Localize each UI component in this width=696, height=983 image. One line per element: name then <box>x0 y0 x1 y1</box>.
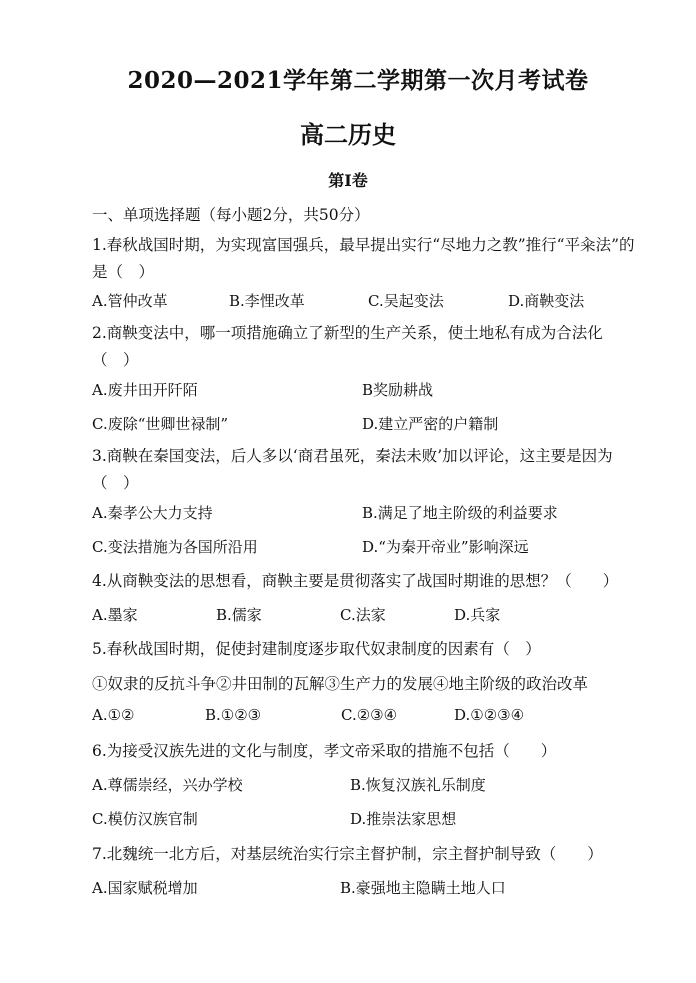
option: B.李悝改革 <box>229 292 305 310</box>
option: D.建立严密的户籍制 <box>362 415 499 433</box>
option: D.“为秦开帝业”影响深远 <box>362 538 529 556</box>
question-stem: 4.从商鞅变法的思想看，商鞅主要是贯彻落实了战国时期谁的思想？（ ） <box>92 572 619 590</box>
option: B.满足了地主阶级的利益要求 <box>362 504 558 522</box>
option: B奖励耕战 <box>362 381 434 399</box>
option: B.恢复汉族礼乐制度 <box>350 776 486 794</box>
option: C.吴起变法 <box>368 292 444 310</box>
option: A.废井田开阡陌 <box>92 381 198 399</box>
option: D.推崇法家思想 <box>350 810 457 828</box>
question-stem: 6.为接受汉族先进的文化与制度，孝文帝采取的措施不包括（ ） <box>92 742 557 760</box>
option: A.①② <box>92 706 135 724</box>
option: A.尊儒崇经，兴办学校 <box>92 776 243 794</box>
option: A.国家赋税增加 <box>92 879 198 897</box>
question-extra: ①奴隶的反抗斗争②井田制的瓦解③生产力的发展④地主阶级的政治改革 <box>92 675 589 693</box>
option: D.兵家 <box>454 606 501 624</box>
question-stem: 7.北魏统一北方后，对基层统治实行宗主督护制，宗主督护制导致（ ） <box>92 845 603 863</box>
option: D.商鞅变法 <box>508 292 585 310</box>
question-stem: 5.春秋战国时期，促使封建制度逐步取代奴隶制度的因素有（ ） <box>92 640 541 658</box>
option: A.秦孝公大力支持 <box>92 504 213 522</box>
question-stem: 1.春秋战国时期，为实现富国强兵，最早提出实行“尽地力之教”推行“平籴法”的是（ ） <box>92 236 635 281</box>
option: C.法家 <box>340 606 386 624</box>
option: C.废除“世卿世禄制” <box>92 415 229 433</box>
option: C.模仿汉族官制 <box>92 810 198 828</box>
option: B.①②③ <box>205 706 262 724</box>
option: D.①②③④ <box>454 706 525 724</box>
option: B.豪强地主隐瞒土地人口 <box>340 879 506 897</box>
option: C.②③④ <box>341 706 398 724</box>
question-stem: 3.商鞅在秦国变法，后人多以‘商君虽死，秦法未败’加以评论，这主要是因为（ ） <box>92 447 613 492</box>
option: B.儒家 <box>216 606 262 624</box>
option: A.墨家 <box>92 606 138 624</box>
subject-title: 高二历史 <box>300 120 396 149</box>
exam-title: 2020—2021学年第二学期第一次月考试卷 <box>127 67 589 94</box>
option: A.管仲改革 <box>92 292 168 310</box>
option: C.变法措施为各国所沿用 <box>92 538 258 556</box>
volume-title: 第I卷 <box>328 171 368 190</box>
question-stem: 2.商鞅变法中，哪一项措施确立了新型的生产关系，使土地私有成为合法化（ ） <box>92 324 603 369</box>
section-heading: 一、单项选择题（每小题2分，共50分） <box>92 206 370 224</box>
